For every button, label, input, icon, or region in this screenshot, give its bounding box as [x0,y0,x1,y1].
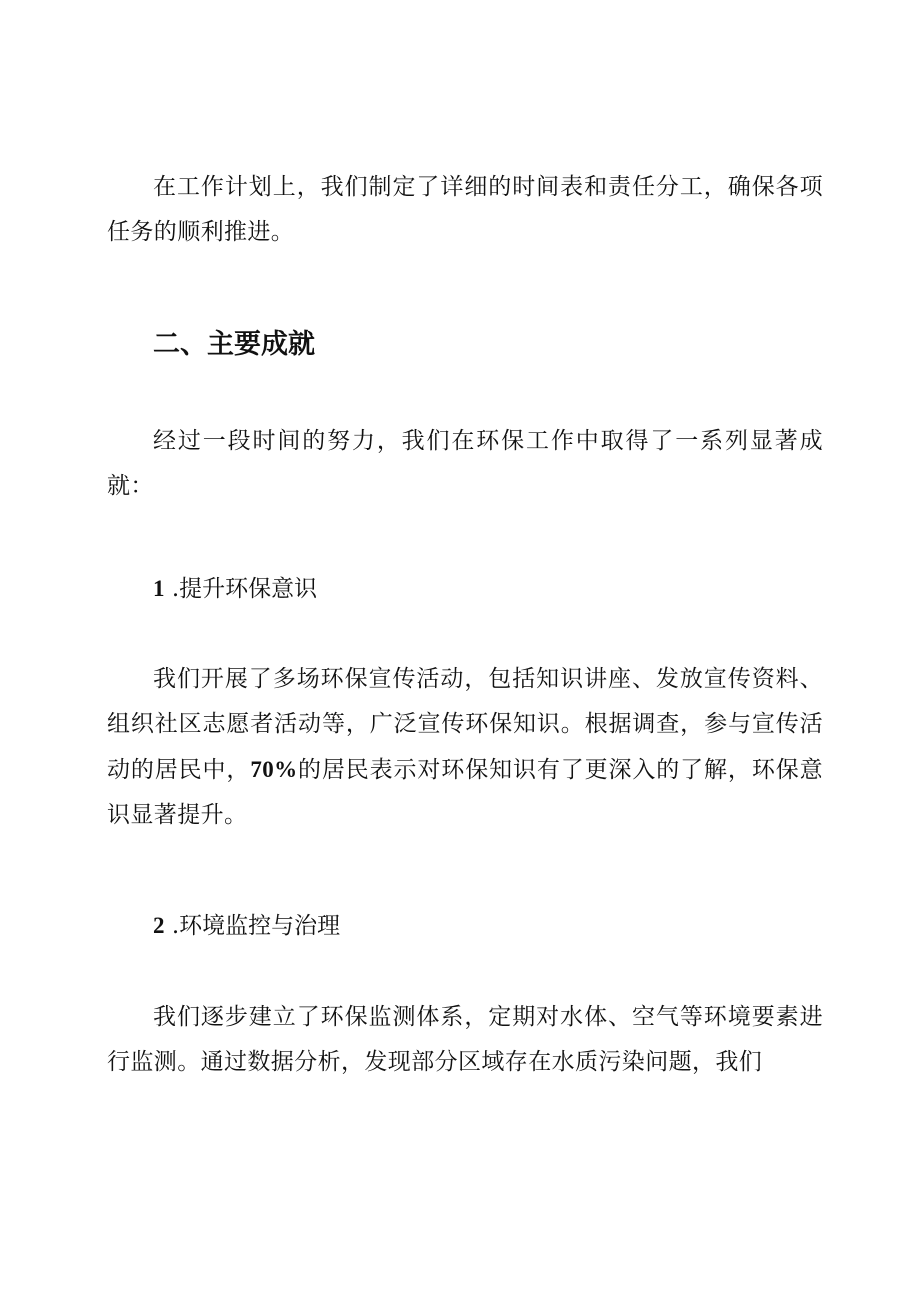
paragraph-monitoring-system: 我们逐步建立了环保监测体系，定期对水体、空气等环境要素进行监测。通过数据分析，发现部分区域存在水质污染问题，我们 [107,1004,823,1075]
subheading-number: 2 [153,913,165,938]
percentage-value: 70% [250,757,298,782]
subheading-environment-monitoring [107,906,823,946]
paragraph-work-plan: 在工作计划上，我们制定了详细的时间表和责任分工，确保各项任务的顺利推进。 [107,174,823,245]
subheading-number: 1 [153,576,165,601]
subheading-title: .提升环保意识 [171,576,318,602]
subheading-raise-awareness [107,569,823,609]
paragraph-achievements-intro: 经过一段时间的努力，我们在环保工作中取得了一系列显著成就： [107,428,823,499]
subheading-title: .环境监控与治理 [171,913,341,939]
paragraph-text-after: 的居民表示对环保知识有了更深入的了解，环保意识显著提升。 [107,757,823,828]
section-heading-main-achievements: 二、主要成就 [153,329,315,360]
paragraph-awareness-activities [107,657,823,838]
paragraph-text-before: 我们开展了多场环保宣传活动，包括知识讲座、发放宣传资料、组织社区志愿者活动等，广泛宣传环保知识。根据调查，参与宣传活动的居民中， [107,666,823,783]
